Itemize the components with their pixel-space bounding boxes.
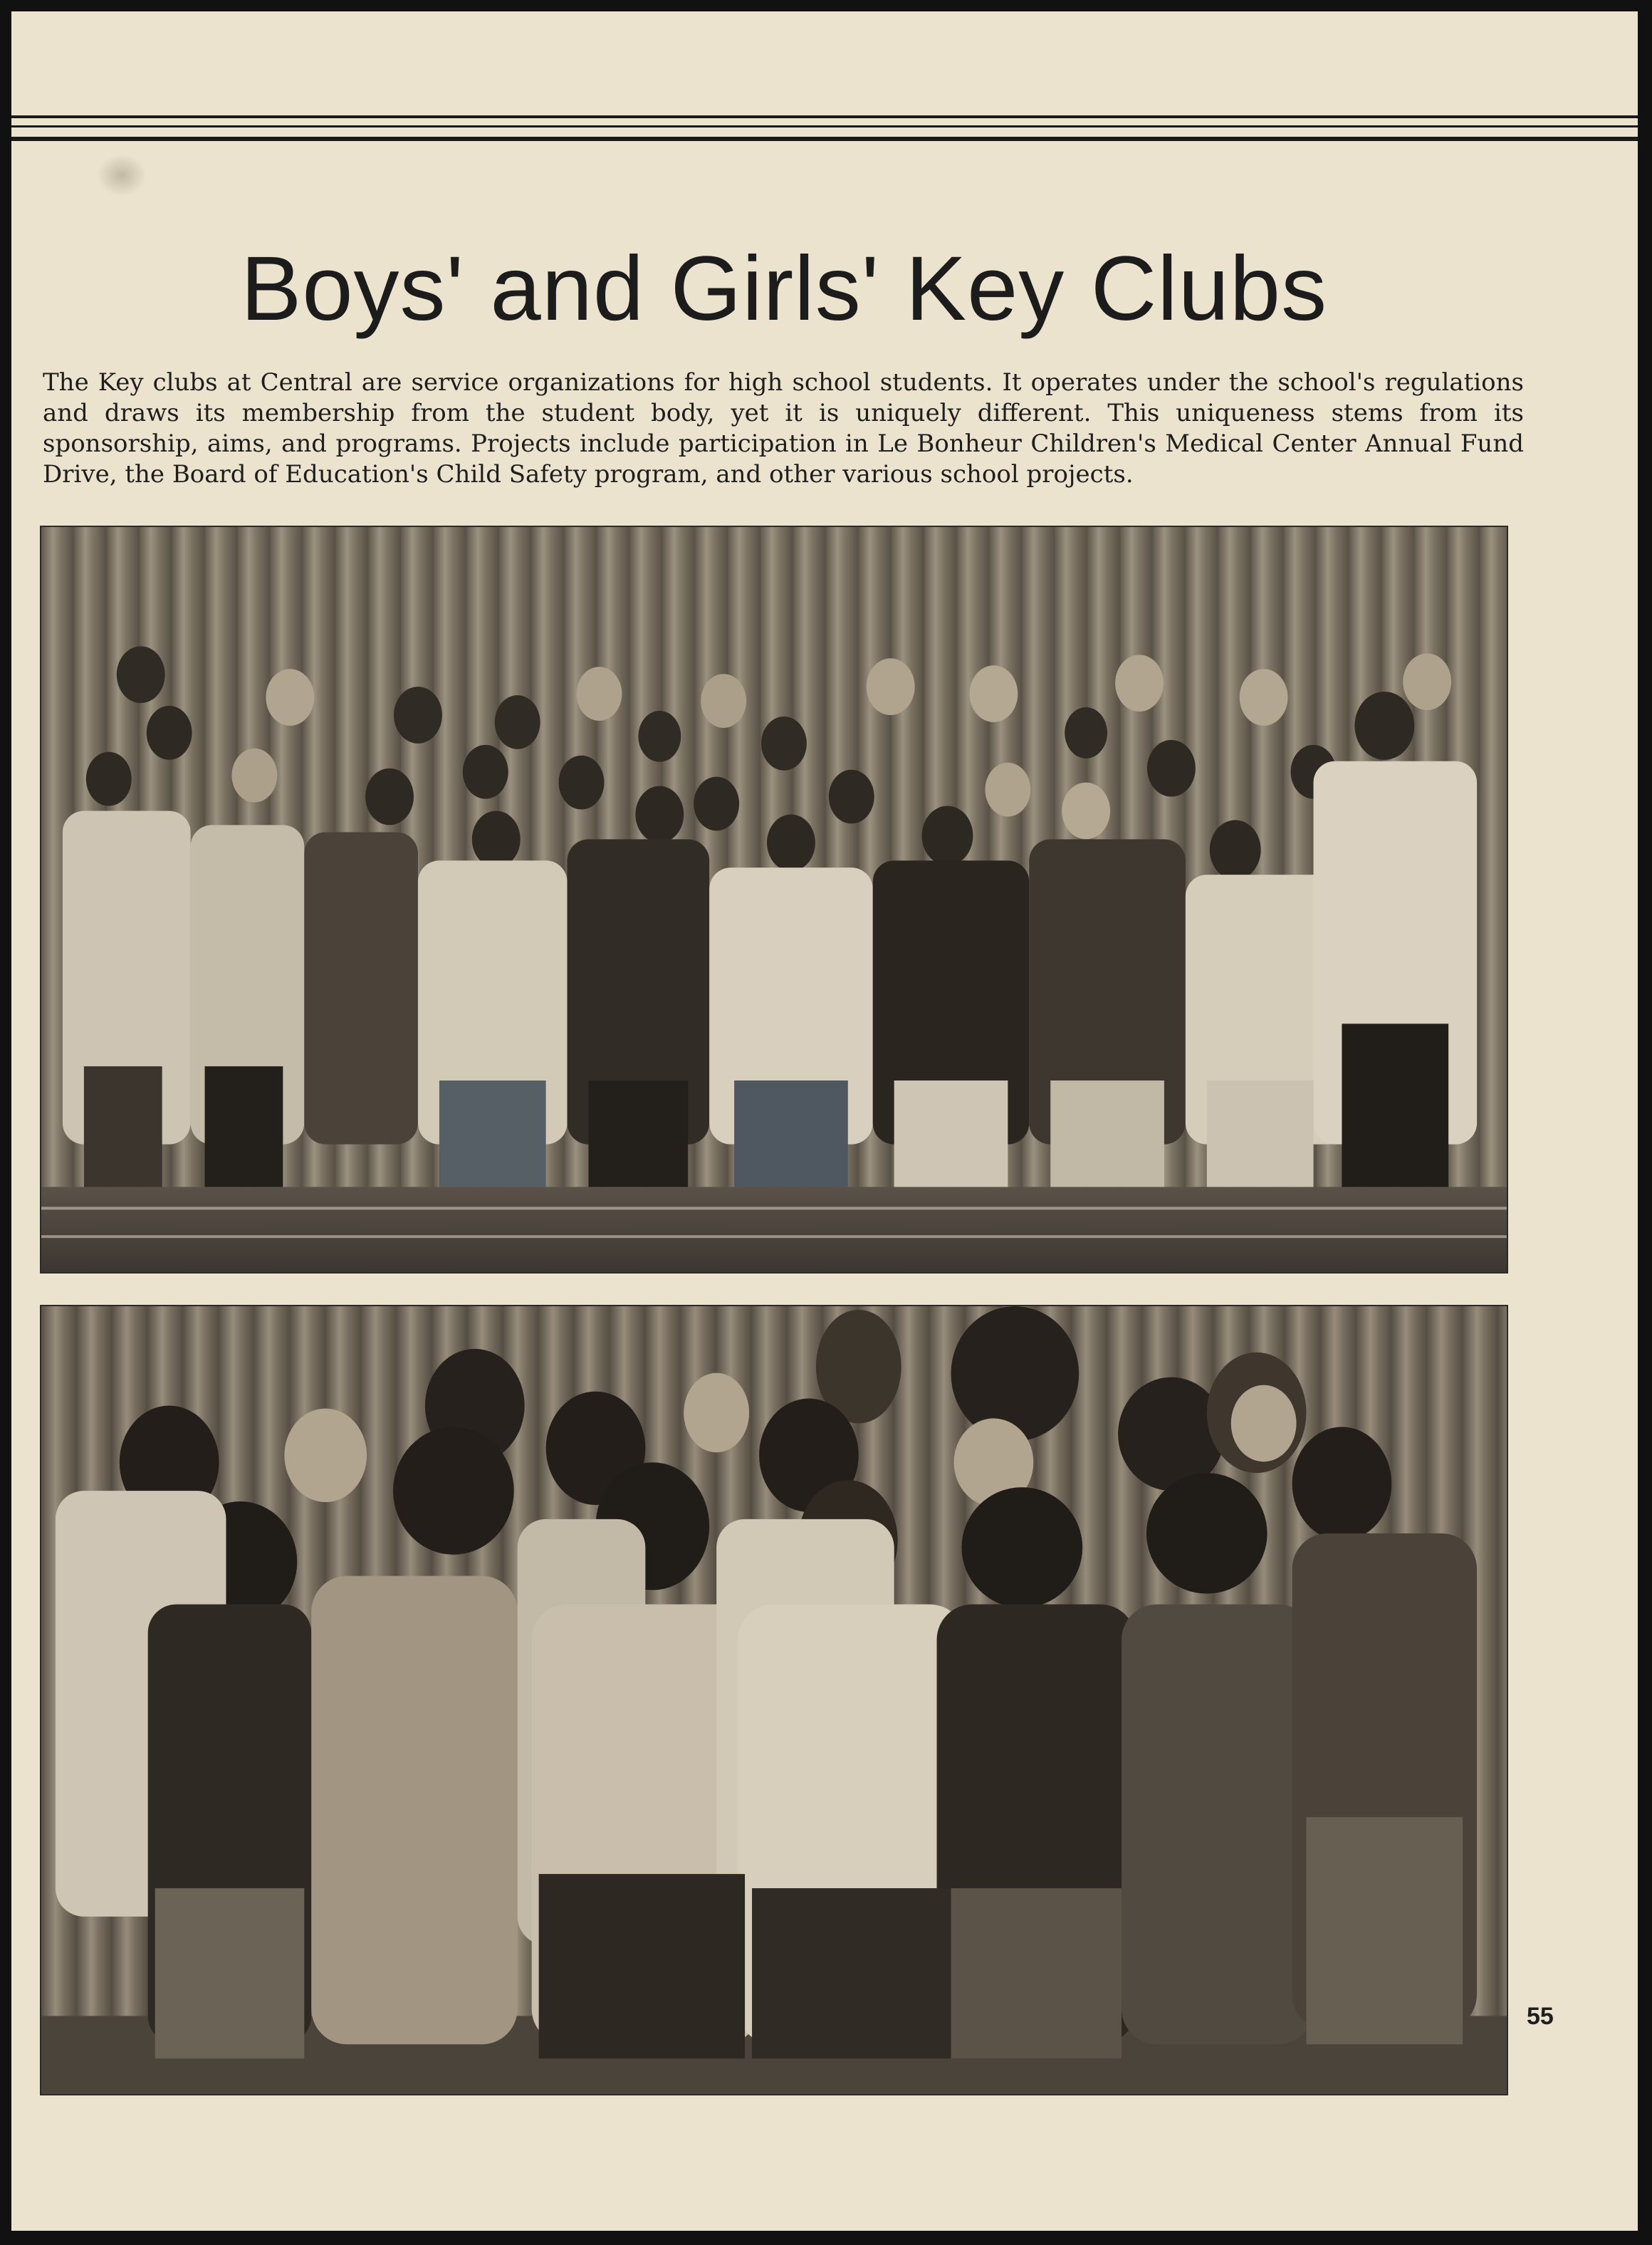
header-rule-top [11,115,1638,118]
intro-paragraph: The Key clubs at Central are service organizations for high school students. It operates under the school's regulations and draws its membership from the student body, yet it is uniquely different. This uniqueness stems from its sponsorship, aims, and programs. Projects include participation in Le Bonheur Children's Medical Center Annual Fund Drive, the Board of Education's Child Safety program, and other various school projects. [43,368,1524,489]
boys-photo-rendering [41,527,1507,1272]
paper-smudge [97,154,147,197]
boys-key-club-photo [40,526,1508,1273]
page-number: 55 [1527,2003,1554,2030]
header-rule-bottom [11,137,1638,141]
page-title: Boys' and Girls' Key Clubs [240,238,1328,340]
header-rule-middle [11,125,1638,127]
girls-key-club-photo [40,1305,1508,2095]
yearbook-page [11,11,1638,2231]
girls-photo-rendering [41,1306,1507,2094]
